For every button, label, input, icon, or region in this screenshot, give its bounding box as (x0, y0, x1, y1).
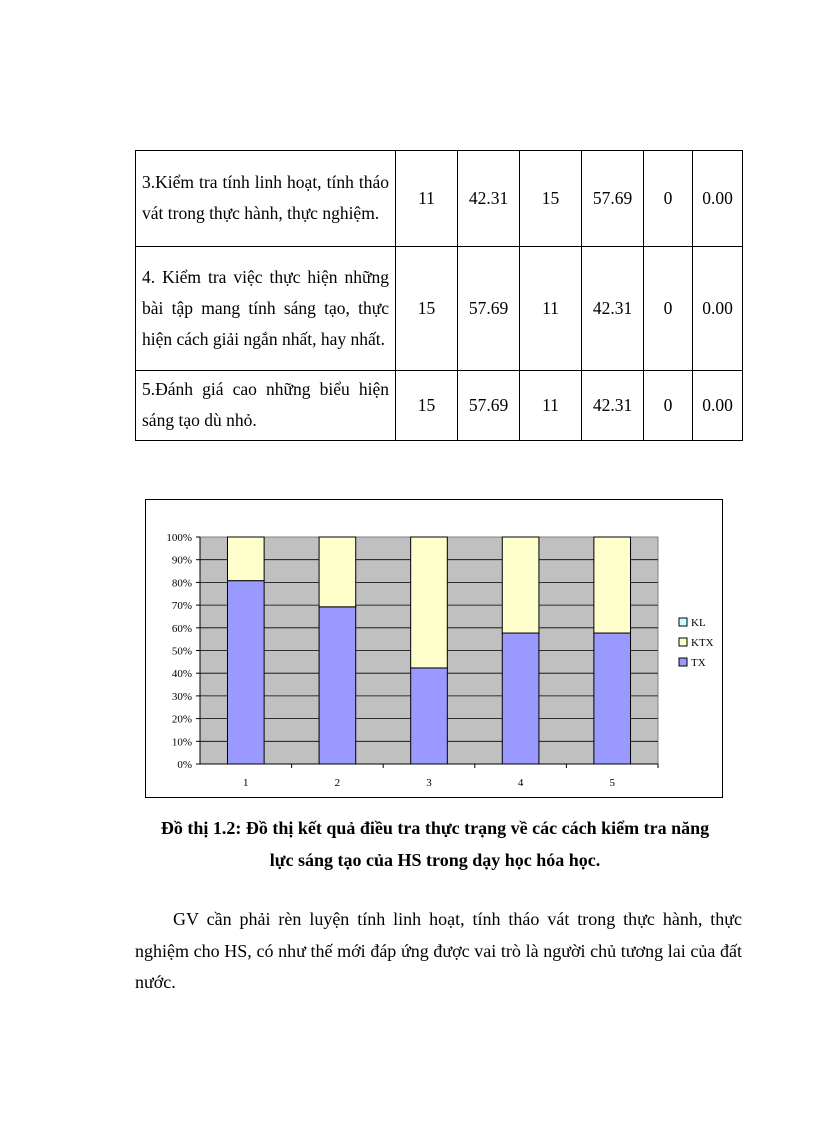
y-tick-label: 10% (171, 736, 192, 749)
value-cell: 0.00 (693, 371, 743, 441)
bar-tx-4 (502, 633, 539, 764)
y-tick-label: 60% (171, 622, 192, 635)
bar-ktx-1 (227, 537, 264, 581)
legend-swatch-kl (679, 618, 687, 626)
caption-line-1: Đồ thị 1.2: Đồ thị kết quả điều tra thực trạng về các cách kiểm tra năng (160, 818, 710, 838)
y-tick-label: 70% (171, 600, 192, 613)
table-row (136, 247, 743, 371)
value-cell: 11 (396, 151, 458, 247)
y-tick-label: 20% (171, 713, 192, 726)
value-cell: 0 (644, 151, 693, 247)
legend-label-ktx: KTX (691, 637, 714, 649)
value-cell: 11 (520, 371, 582, 441)
chart-caption (120, 812, 750, 876)
legend-swatch-ktx (679, 638, 687, 646)
bar-tx-2 (319, 607, 356, 764)
value-cell: 15 (396, 247, 458, 371)
caption-line-2: lực sáng tạo của HS trong dạy học hóa học. (269, 850, 601, 870)
bar-ktx-4 (502, 537, 539, 633)
y-tick-label: 100% (166, 532, 192, 544)
value-cell: 57.69 (458, 371, 520, 441)
value-cell: 42.31 (582, 247, 644, 371)
criterion-cell: 3.Kiểm tra tính linh hoạt, tính tháo vát trong thực hành, thực nghiệm. (136, 151, 396, 247)
x-tick-label: 2 (334, 777, 341, 789)
y-tick-label: 40% (171, 668, 192, 681)
legend-swatch-tx (679, 658, 687, 666)
value-cell: 0.00 (693, 247, 743, 371)
x-tick-label: 4 (517, 777, 524, 789)
chart-frame (145, 499, 723, 798)
criterion-cell: 5.Đánh giá cao những biểu hiện sáng tạo dù nhỏ. (136, 371, 396, 441)
bar-tx-5 (594, 633, 631, 764)
table-row (136, 371, 743, 441)
x-tick-label: 1 (243, 777, 249, 789)
y-tick-label: 80% (171, 577, 192, 590)
bar-ktx-5 (594, 537, 631, 633)
value-cell: 0.00 (693, 151, 743, 247)
legend-label-tx: TX (691, 657, 706, 669)
body-paragraph: GV cần phải rèn luyện tính linh hoạt, tính tháo vát trong thực hành, thực nghiệm cho HS, có như thế mới đáp ứng được vai trò là người chủ tương lai của đất nước. (135, 909, 742, 992)
value-cell: 15 (396, 371, 458, 441)
value-cell: 0 (644, 247, 693, 371)
bar-ktx-3 (411, 537, 448, 668)
value-cell: 42.31 (582, 371, 644, 441)
criterion-cell: 4. Kiểm tra việc thực hiện những bài tập mang tính sáng tạo, thực hiện cách giải ngắn nhất, hay nhất. (136, 247, 396, 371)
bar-tx-1 (227, 581, 264, 764)
value-cell: 42.31 (458, 151, 520, 247)
legend-label-kl: KL (691, 617, 706, 629)
table-row (136, 151, 743, 247)
value-cell: 57.69 (582, 151, 644, 247)
x-tick-label: 5 (609, 777, 615, 789)
stacked-bar-chart (146, 500, 722, 797)
bar-ktx-2 (319, 537, 356, 607)
y-tick-label: 90% (171, 554, 192, 567)
y-tick-label: 0% (177, 759, 192, 771)
survey-results-table (135, 150, 743, 441)
x-tick-label: 3 (426, 777, 432, 789)
y-tick-label: 50% (171, 645, 192, 658)
value-cell: 11 (520, 247, 582, 371)
value-cell: 57.69 (458, 247, 520, 371)
value-cell: 0 (644, 371, 693, 441)
bar-tx-3 (411, 668, 448, 764)
y-tick-label: 30% (171, 690, 192, 703)
value-cell: 15 (520, 151, 582, 247)
